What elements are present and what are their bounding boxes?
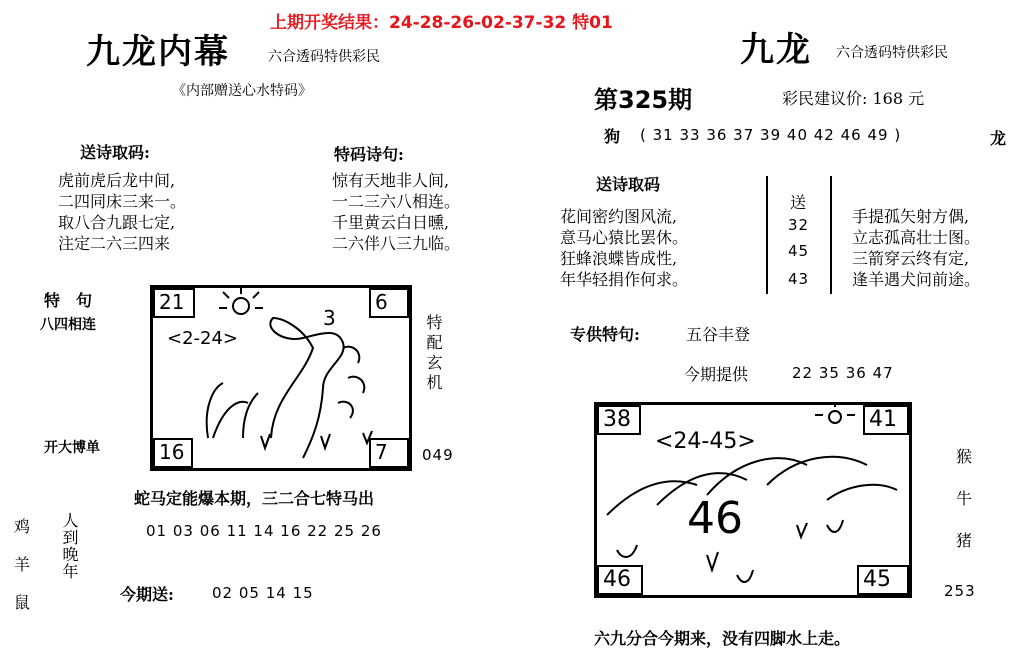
send-label: 今期送: [120,585,174,604]
corner-number: 7 [369,438,409,468]
left-poem2-heading: 特码诗句: [334,145,404,164]
provide-numbers: 22 35 36 47 [792,364,894,382]
poem-line: 花间密约图风流, [560,207,678,226]
left-animals [14,508,30,622]
right-poem-heading: 送诗取码 [596,175,661,194]
right-poem-left [560,206,688,290]
corner-number: 21 [153,288,195,318]
corner-number: 41 [863,405,909,435]
right-center-mark: 46 [687,493,743,544]
left-range-mark: <2-24> [167,328,239,349]
dog-end-label: 龙 [990,129,1007,148]
left-side-number: 049 [422,446,454,464]
right-poem-right [852,206,980,290]
left-subtitle: 六合透码特供彩民 [268,49,380,65]
poem-line: 二六伴八三九临。 [332,234,461,253]
special-label: 专供特句: [570,325,640,344]
animal-label: 鼠 [14,593,31,612]
poem-line: 取八合九跟七定, [58,213,176,232]
corner-number: 38 [597,405,641,435]
right-title: 九龙 [740,30,812,70]
left-number-list: 01 03 06 11 14 16 22 25 26 [146,522,382,540]
poem-line: 千里黄云白日曛, [332,213,450,232]
animal-label: 羊 [14,555,31,574]
poem-line: 逢羊遇犬问前途。 [852,270,981,289]
side-vertical-text: 特配玄机 [424,314,443,394]
people-vertical: 人到晚年 [60,512,79,580]
send-box-value: 45 [788,242,810,260]
price-label: 彩民建议价: 168 元 [782,89,925,108]
poem-line: 三箭穿云终有定, [852,249,970,268]
left-poem [58,170,186,254]
te-ju-value: 八四相连 [40,317,96,333]
animal-label: 牛 [956,489,973,508]
banner-result: 上期开奖结果：24-28-26-02-37-32 特01 [270,13,613,33]
left-center-mark: 3 [323,306,336,330]
corner-number: 6 [369,288,409,318]
animal-label: 猴 [956,447,973,466]
kai-da-label: 开大博单 [44,440,100,456]
left-poem2 [332,170,460,254]
issue-number: 第325期 [594,86,693,114]
corner-number: 46 [597,565,643,595]
send-box-title: 送 [790,193,807,212]
send-box [766,176,832,294]
corner-number: 16 [153,438,193,468]
left-poem-heading: 送诗取码: [80,143,150,162]
snake-line: 蛇马定能爆本期，三二合七特马出 [134,489,375,508]
send-numbers: 02 05 14 15 [212,584,314,602]
left-picture-frame [150,285,412,471]
poem-line: 二四同床三来一。 [58,192,187,211]
animal-label: 鸡 [14,517,31,536]
animal-label: 猪 [956,531,973,550]
right-picture-frame [594,402,912,598]
left-title: 九龙内幕 [86,32,230,72]
poem-line: 注定二六三四来 [58,234,171,253]
poem-line: 一二三六八相连。 [332,192,461,211]
corner-number: 45 [857,565,909,595]
poem-line: 立志孤高壮士图。 [852,228,981,247]
right-footer: 六九分合今期来，没有四脚水上走。 [594,629,851,648]
send-box-value: 43 [788,270,810,288]
dog-numbers: ( 31 33 36 37 39 40 42 46 49 ) [640,126,902,144]
poem-line: 惊有天地非人间, [332,171,450,190]
send-box-value: 32 [788,216,810,234]
poem-line: 年华轻捐作何求。 [560,270,689,289]
special-value: 五谷丰登 [686,325,751,344]
right-subtitle: 六合透码特供彩民 [836,45,948,61]
right-range-mark: <24-45> [655,429,756,454]
dog-label: 狗 [604,127,621,146]
left-tagline: 《内部赠送心水特码》 [172,83,312,99]
poem-line: 狂蜂浪蝶皆成性, [560,249,678,268]
right-animals [956,436,972,562]
poem-line: 手提孤矢射方偶, [852,207,970,226]
te-ju-label: 特 句 [44,291,93,310]
right-side-number: 253 [944,582,976,600]
poem-line: 意马心猿比罢休。 [560,228,689,247]
provide-label: 今期提供 [684,365,749,384]
poem-line: 虎前虎后龙中间, [58,171,176,190]
